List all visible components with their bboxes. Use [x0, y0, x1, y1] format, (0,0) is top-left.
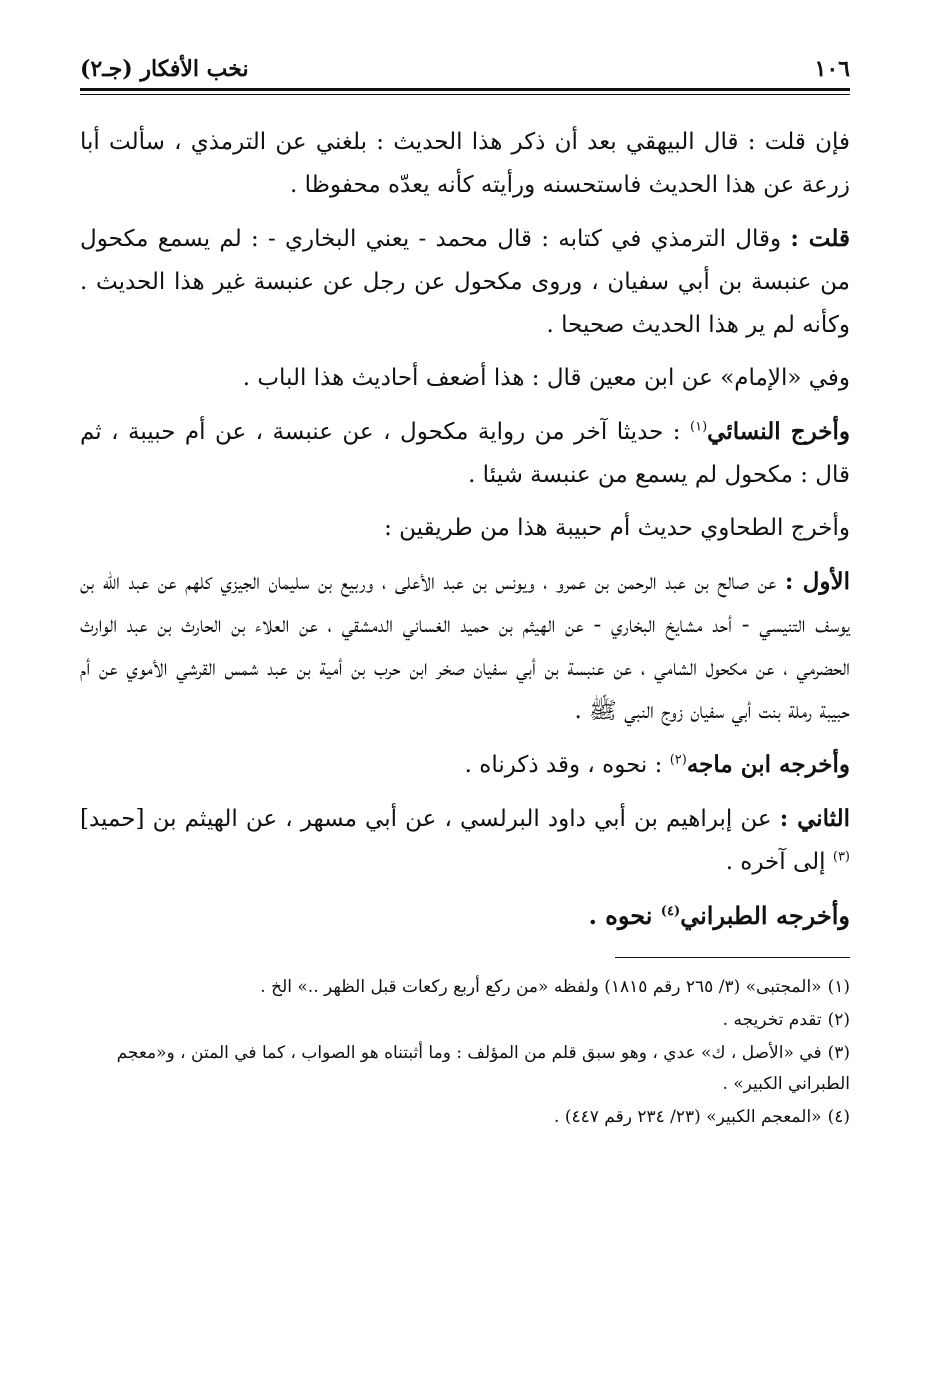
footnote-text: «المعجم الكبير» (٢٣/ ٢٣٤ رقم ٤٤٧) .	[554, 1107, 822, 1127]
footnote-number: (٢)	[827, 1010, 850, 1030]
paragraph-text-after: إلى آخره .	[725, 849, 833, 875]
paragraph-text: وأخرج الطحاوي حديث أم حبيبة هذا من طريقين :	[384, 515, 850, 541]
main-text	[80, 121, 850, 937]
book-title: نخب الأفكار (جـ٢)	[80, 56, 249, 82]
header-rule	[80, 88, 850, 95]
paragraph-1	[80, 121, 850, 207]
final-lead: وأخرجه الطبراني	[680, 901, 850, 930]
paragraph-lead: الأول :	[784, 568, 850, 595]
page-number: ١٠٦	[814, 56, 850, 82]
paragraph-text: عن صالح بن عبد الرحمن بن عمرو ، ويونس بن عبد الأعلى ، وربيع بن سليمان الجيزي كلهم عن عبد الله بن يوسف التنيسي - أحد مشايخ البخاري - عن الهيثم بن حميد الغساني الدمشقي ، عن العلاء بن الحارث بن عبد الوارث الحضرمي ، عن مكحول الشامي ، عن عنبسة بن أبي سفيان صخر ابن حرب بن أمية بن عبد شمس القرشي الأموي عن أم حبيبة رملة بنت أبي سفيان زوج النبي ﷺ .	[80, 569, 850, 724]
footnote-4	[80, 1102, 850, 1133]
paragraph-4	[80, 410, 850, 497]
paragraph-7	[80, 743, 850, 787]
paragraph-text: عن إبراهيم بن أبي داود البرلسي ، عن أبي مسهر ، عن الهيثم بن [حميد]	[80, 806, 780, 832]
paragraph-text: : حديثا آخر من رواية مكحول ، عن عنبسة ، عن أم حبيبة ، ثم قال : مكحول لم يسمع من عنبسة شيئا .	[80, 419, 850, 488]
paragraph-2	[80, 217, 850, 347]
paragraph-text: وفي «الإمام» عن ابن معين قال : هذا أضعف أحاديث هذا الباب .	[242, 365, 850, 391]
footnote-number: (١)	[827, 977, 850, 997]
footnote-ref[interactable]: (٣)	[832, 849, 850, 865]
footnote-1	[80, 972, 850, 1003]
footnote-number: (٣)	[827, 1043, 850, 1063]
paragraph-3	[80, 357, 850, 400]
paragraph-lead: وأخرجه ابن ماجه	[686, 751, 850, 778]
book-page	[80, 48, 850, 1328]
paragraph-lead: وأخرج النسائي	[707, 418, 850, 445]
footnote-text: في «الأصل ، ك» عدي ، وهو سبق قلم من المؤلف : وما أثبتناه هو الصواب ، كما في المتن ، و«معجم الطبراني الكبير» .	[116, 1043, 850, 1094]
paragraph-5	[80, 507, 850, 550]
paragraph-text: وقال الترمذي في كتابه : قال محمد - يعني البخاري - : لم يسمع مكحول من عنبسة بن أبي سفيان ، وروى مكحول عن رجل عن عنبسة غير هذا الحديث . وكأنه لم ير هذا الحديث صحيحا .	[80, 226, 850, 338]
final-text: نحوه .	[588, 901, 661, 930]
footnote-number: (٤)	[827, 1107, 850, 1127]
page-header	[80, 48, 850, 82]
paragraph-6	[80, 560, 850, 733]
footnotes	[80, 972, 850, 1133]
footnote-text: «المجتبى» (٣/ ٢٦٥ رقم ١٨١٥) ولفظه «من ركع أربع ركعات قبل الظهر ..» الخ .	[260, 977, 822, 997]
paragraph-text: : نحوه ، وقد ذكرناه .	[464, 752, 670, 778]
paragraph-8	[80, 797, 850, 884]
paragraph-lead: قلت :	[790, 225, 850, 252]
paragraph-lead: الثاني :	[779, 805, 851, 832]
footnote-text: تقدم تخريجه .	[722, 1010, 822, 1030]
paragraph-text: فإن قلت : قال البيهقي بعد أن ذكر هذا الحديث : بلغني عن الترمذي ، سألت أبا زرعة عن هذا الحديث فاستحسنه ورأيته كأنه يعدّه محفوظا .	[80, 129, 850, 198]
footnote-ref[interactable]: (١)	[690, 419, 708, 435]
footnote-separator	[615, 957, 850, 958]
footnote-2	[80, 1005, 850, 1036]
footnote-ref[interactable]: (٤)	[660, 904, 681, 919]
footnote-ref[interactable]: (٢)	[669, 752, 687, 768]
footnote-3	[80, 1038, 850, 1100]
final-line	[80, 894, 850, 937]
